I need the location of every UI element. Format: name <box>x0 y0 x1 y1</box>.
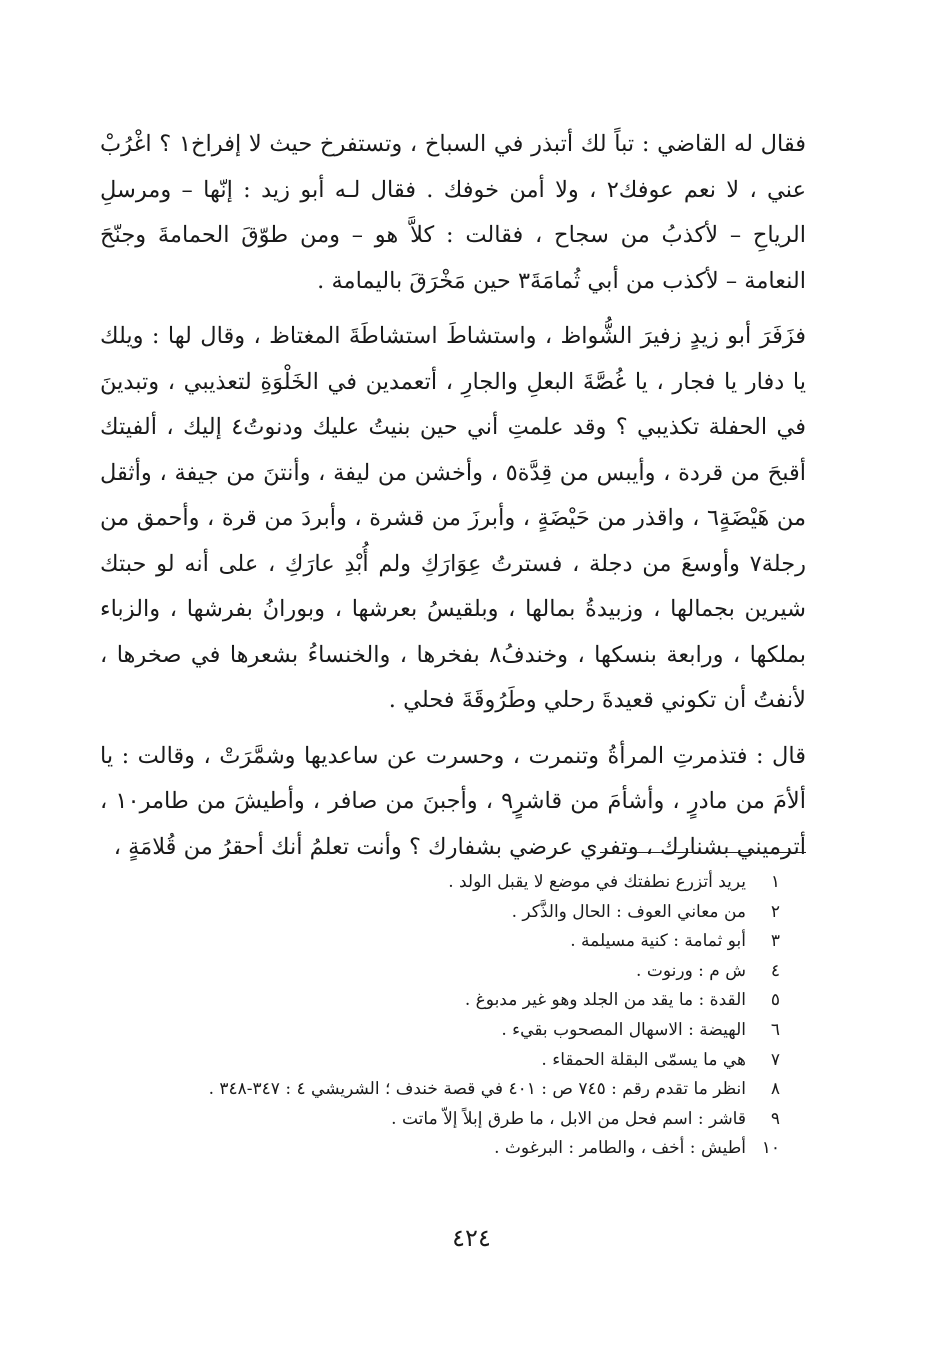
footnote-text: القدة : ما يقد من الجلد وهو غير مدبوغ . <box>464 990 746 1011</box>
footnote-text: الهيضة : الاسهال المصحوب بقيء . <box>501 1019 746 1040</box>
footnote-item <box>120 986 780 1016</box>
footnote-item <box>120 868 780 898</box>
footnote-text: من معاني العوف : الحال والذَّكر . <box>511 901 746 922</box>
paragraph: قال : فتذمرتِ المرأةُ وتنمرت ، وحسرت عن ساعديها وشمَّرَتْ ، وقالت : يا ألأمَ من مادرٍ ، وأشأمَ من قاشرٍ٩ ، وأجبنَ من صافر ، وأطيشَ من طامر١٠ ، أترميني بشنارك ، وتفري عرضي بشفارك ؟ وأنت تعلمُ أنك أحقرُ من قُلامَةٍ ، <box>100 742 807 860</box>
footnote-item <box>120 927 780 957</box>
main-text <box>100 122 806 880</box>
footnote-number: ٦ <box>770 1019 780 1040</box>
footnote-number: ٣ <box>770 931 780 952</box>
footnote-item <box>120 1046 780 1076</box>
footnote-text: أبو ثمامة : كنية مسيلمة . <box>570 931 746 952</box>
paragraph: فزَفَرَ أبو زيدٍ زفيرَ الشُّواظ ، واستشاطَ استشاطَةَ المغتاظ ، وقال لها : ويلك يا دفار يا فجار ، يا غُصَّةَ البعلِ والجارِ ، أتعمدين في الخَلْوَةِ لتعذيبي ، وتبدينَ في الحفلة تكذيبي ؟ وقد علمتِ أني حين بنيتُ عليك ودنوتُ٤ إليك ، ألفيتك أقبحَ من قردة ، وأيبس من قِدَّة٥ ، وأخشن من ليفة ، وأنتنَ من جيفة ، وأثقل من هَيْضَةٍ٦ ، واقذر من حَيْضَةٍ ، وأبرزَ من قشرة ، وأبردَ من قرة ، وأحمق من رجلة٧ وأوسعَ من دجلة ، فسترتُ عِوَارَكِ ولم أُبْدِ عارَكِ ، على أنه لو حبتك شيرين بجمالها ، وزبيدةُ بمالها ، وبلقيسُ بعرشها ، وبورانُ بفرشها ، والزباء بملكها ، ورابعة بنسكها ، وخندفُ٨ بفخرها ، والخنساءُ بشعرها في صخرها ، لأنفتُ أن تكوني قعيدةَ رحلي وطَرُوقَةَ فحلي . <box>100 323 806 713</box>
footnote-item <box>120 1134 780 1164</box>
footnote-number: ١٠ <box>761 1138 780 1159</box>
footnote-item <box>120 898 780 928</box>
footnote-item <box>120 1075 780 1105</box>
footnote-number: ١ <box>770 872 780 892</box>
footnote-number: ٩ <box>770 1108 780 1129</box>
footnote-text: ش م : ورنوت . <box>636 960 746 981</box>
footnotes-list <box>120 868 780 1164</box>
footnote-item <box>120 957 780 987</box>
footnote-text: انظر ما تقدم رقم : ٧٤٥ ص : ٤٠١ في قصة خندف ؛ الشريشي ٤ : ٣٤٧-٣٤٨ . <box>208 1079 746 1100</box>
footnote-item <box>120 1016 780 1046</box>
footnote-text: أطيش : أخف ، والطامر : البرغوث . <box>494 1138 746 1159</box>
footnote-text: قاشر : اسم فحل من الابل ، ما طرق إبلاً إلاّ ماتت . <box>391 1108 746 1129</box>
footnote-number: ٥ <box>770 990 780 1011</box>
page-number: ٤٢٤ <box>452 1224 491 1252</box>
footnote-number: ٨ <box>770 1079 780 1100</box>
footnote-number: ٤ <box>770 960 780 981</box>
footnote-number: ٧ <box>770 1049 780 1070</box>
paragraph: فقال له القاضي : تباً لك أتبذر في السباخ ، وتستفرخ حيث لا إفراخ١ ؟ اغْرُبْ عني ، لا نعم عوفك٢ ، ولا أمن خوفك . فقال لـه أبو زيد : إنّها – ومرسلِ الرياحِ – لأكذبُ من سجاح ، فقالت : كلاَّ هو – ومن طوّقَ الحمامةَ وجنّحَ النعامة – لأكذب من أبي ثُمامَةَ٣ حين مَخْرَقَ باليمامة . <box>100 131 807 294</box>
footnote-text: يريد أتزرع نطفتك في موضع لا يقبل الولد . <box>448 872 746 892</box>
footnote-text: هي ما يسمّى البقلة الحمقاء . <box>541 1049 746 1070</box>
footnote-number: ٢ <box>770 901 780 922</box>
footnote-item <box>120 1105 780 1135</box>
footnote-divider <box>600 852 806 853</box>
